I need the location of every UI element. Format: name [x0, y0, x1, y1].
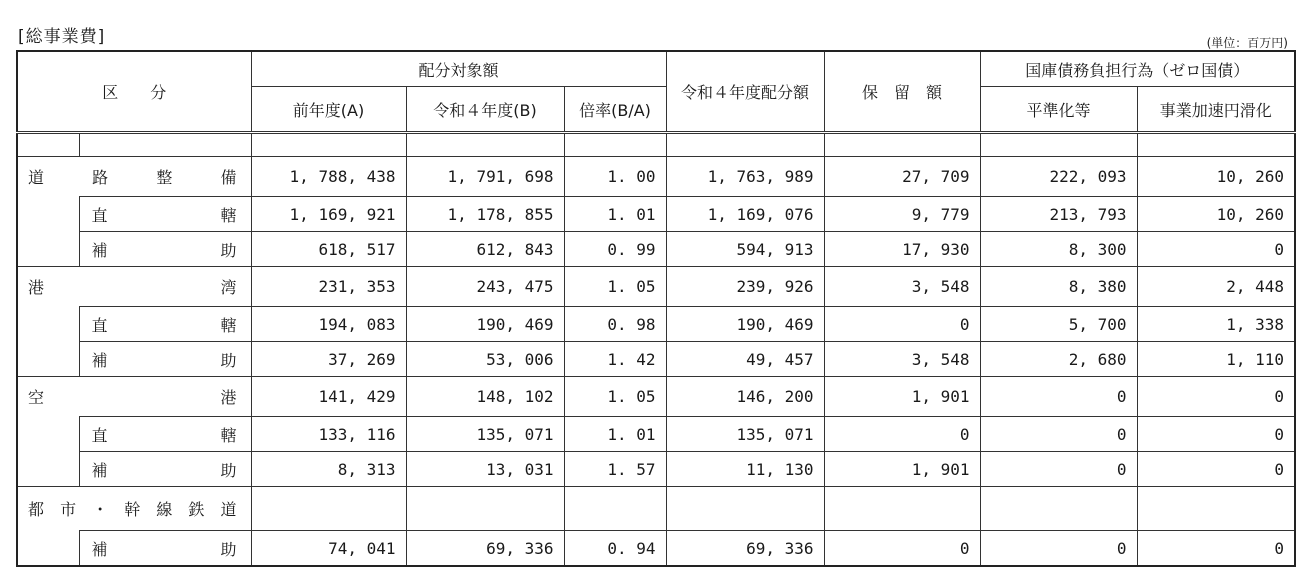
sub-row-label	[80, 348, 251, 371]
value-cell	[824, 487, 980, 531]
value-cell: 1, 169, 921	[251, 197, 406, 232]
value-cell: 612, 843	[406, 232, 564, 267]
row-label	[18, 165, 251, 188]
value-cell: 17, 930	[824, 232, 980, 267]
value-cell: 141, 429	[251, 377, 406, 417]
value-cell: 2, 680	[980, 342, 1137, 377]
value-cell: 1. 05	[564, 267, 666, 307]
budget-table	[16, 50, 1296, 567]
value-cell: 1. 00	[564, 157, 666, 197]
row-label	[18, 385, 251, 408]
value-cell: 49, 457	[666, 342, 824, 377]
value-cell: 0	[1137, 377, 1295, 417]
row-label-char: 備	[220, 168, 237, 187]
table-cut-row	[17, 133, 1295, 157]
row-label-char: 直	[91, 425, 108, 445]
indent-cell	[17, 452, 79, 487]
sub-row-label	[80, 458, 251, 481]
row-label-char: 助	[220, 539, 237, 559]
row-label-char: 轄	[220, 205, 237, 225]
row-label-char: 線	[156, 500, 173, 519]
row-label-char: 補	[91, 350, 108, 370]
value-cell: 53, 006	[406, 342, 564, 377]
value-cell: 2, 448	[1137, 267, 1295, 307]
row-label-char: ・	[92, 500, 109, 519]
value-cell: 1. 42	[564, 342, 666, 377]
table-row	[17, 452, 1295, 487]
value-cell: 0. 94	[564, 531, 666, 567]
value-cell: 5, 700	[980, 307, 1137, 342]
value-cell: 0	[980, 452, 1137, 487]
row-label-char: 補	[91, 240, 108, 260]
table-title: [総事業費]	[18, 27, 106, 47]
value-cell: 0	[1137, 417, 1295, 452]
row-label	[18, 497, 251, 520]
indent-cell	[17, 232, 79, 267]
value-cell: 148, 102	[406, 377, 564, 417]
value-cell: 74, 041	[251, 531, 406, 567]
table-row	[17, 487, 1295, 531]
row-label-char: 湾	[220, 278, 237, 297]
value-cell: 135, 071	[406, 417, 564, 452]
table-row	[17, 307, 1295, 342]
row-label-char: 轄	[220, 315, 237, 335]
value-cell: 27, 709	[824, 157, 980, 197]
row-label-char: 市	[60, 500, 77, 519]
value-cell: 0. 99	[564, 232, 666, 267]
value-cell	[564, 487, 666, 531]
row-label-char: 補	[91, 460, 108, 480]
row-label-char: 道	[220, 500, 237, 519]
row-label-char: 都	[28, 500, 45, 519]
value-cell: 135, 071	[666, 417, 824, 452]
table-row	[17, 417, 1295, 452]
value-cell: 1, 788, 438	[251, 157, 406, 197]
value-cell: 1, 178, 855	[406, 197, 564, 232]
value-cell: 133, 116	[251, 417, 406, 452]
table-row	[17, 232, 1295, 267]
header-heijunka: 平準化等	[980, 87, 1137, 133]
row-label-char: 助	[220, 240, 237, 260]
value-cell: 239, 926	[666, 267, 824, 307]
header-kubun: 区 分	[17, 51, 251, 133]
table-row	[17, 377, 1295, 417]
sub-row-label	[80, 203, 251, 226]
value-cell	[251, 487, 406, 531]
indent-cell	[17, 342, 79, 377]
table-row	[17, 267, 1295, 307]
unit-label: (単位：百万円)	[1206, 36, 1288, 50]
value-cell: 0	[1137, 232, 1295, 267]
value-cell: 8, 300	[980, 232, 1137, 267]
row-label-char: 港	[220, 388, 237, 407]
table-row	[17, 342, 1295, 377]
value-cell: 3, 548	[824, 267, 980, 307]
value-cell: 0	[1137, 452, 1295, 487]
value-cell: 1, 110	[1137, 342, 1295, 377]
header-r4: 令和４年度(B)	[406, 87, 564, 133]
value-cell: 243, 475	[406, 267, 564, 307]
value-cell: 0	[980, 531, 1137, 567]
value-cell: 594, 913	[666, 232, 824, 267]
indent-cell	[17, 531, 79, 567]
value-cell: 0	[824, 307, 980, 342]
value-cell	[1137, 487, 1295, 531]
row-label-char: 直	[91, 315, 108, 335]
row-label-char: 整	[156, 168, 173, 187]
value-cell: 0	[824, 531, 980, 567]
row-label-char: 路	[92, 168, 109, 187]
value-cell: 3, 548	[824, 342, 980, 377]
header-kasoku: 事業加速円滑化	[1137, 87, 1295, 133]
row-label-char: 港	[28, 278, 45, 297]
value-cell: 194, 083	[251, 307, 406, 342]
value-cell: 231, 353	[251, 267, 406, 307]
value-cell: 618, 517	[251, 232, 406, 267]
sub-row-label	[80, 238, 251, 261]
row-label-char: 道	[28, 168, 45, 187]
indent-cell	[17, 197, 79, 232]
value-cell: 8, 380	[980, 267, 1137, 307]
indent-cell	[17, 417, 79, 452]
header-horyu: 保 留 額	[824, 51, 980, 133]
value-cell: 146, 200	[666, 377, 824, 417]
value-cell: 0	[980, 417, 1137, 452]
table-row	[17, 531, 1295, 567]
sub-row-label	[80, 423, 251, 446]
value-cell: 69, 336	[666, 531, 824, 567]
value-cell: 1. 57	[564, 452, 666, 487]
value-cell: 1, 338	[1137, 307, 1295, 342]
header-haibun-taisho: 配分対象額	[251, 51, 666, 87]
value-cell: 1. 01	[564, 197, 666, 232]
row-label-char: 鉄	[188, 500, 205, 519]
value-cell: 69, 336	[406, 531, 564, 567]
table-body	[17, 133, 1295, 567]
value-cell: 1. 05	[564, 377, 666, 417]
value-cell: 0. 98	[564, 307, 666, 342]
table-row	[17, 157, 1295, 197]
header-prev-year: 前年度(A)	[251, 87, 406, 133]
value-cell	[666, 487, 824, 531]
row-label-char: 補	[91, 539, 108, 559]
value-cell: 1. 01	[564, 417, 666, 452]
value-cell: 11, 130	[666, 452, 824, 487]
value-cell: 13, 031	[406, 452, 564, 487]
value-cell: 1, 763, 989	[666, 157, 824, 197]
row-label-char: 助	[220, 350, 237, 370]
value-cell: 1, 169, 076	[666, 197, 824, 232]
value-cell: 9, 779	[824, 197, 980, 232]
value-cell: 0	[980, 377, 1137, 417]
table-row	[17, 197, 1295, 232]
value-cell	[406, 487, 564, 531]
value-cell: 190, 469	[666, 307, 824, 342]
value-cell: 37, 269	[251, 342, 406, 377]
value-cell	[980, 487, 1137, 531]
row-label-char: 助	[220, 460, 237, 480]
header-r4-haibun: 令和４年度配分額	[666, 51, 824, 133]
row-label-char: 直	[91, 205, 108, 225]
value-cell: 10, 260	[1137, 157, 1295, 197]
sub-row-label	[80, 537, 251, 560]
indent-cell	[17, 307, 79, 342]
value-cell: 10, 260	[1137, 197, 1295, 232]
value-cell: 222, 093	[980, 157, 1137, 197]
value-cell: 8, 313	[251, 452, 406, 487]
value-cell: 1, 791, 698	[406, 157, 564, 197]
row-label	[18, 275, 251, 298]
sub-row-label	[80, 313, 251, 336]
row-label-char: 轄	[220, 425, 237, 445]
value-cell: 190, 469	[406, 307, 564, 342]
value-cell: 1, 901	[824, 452, 980, 487]
value-cell: 0	[1137, 531, 1295, 567]
row-label-char: 幹	[124, 500, 141, 519]
row-label-char: 空	[28, 388, 45, 407]
header-kokko: 国庫債務負担行為（ゼロ国債）	[980, 51, 1295, 87]
value-cell: 1, 901	[824, 377, 980, 417]
value-cell: 0	[824, 417, 980, 452]
header-ratio: 倍率(B/A)	[564, 87, 666, 133]
value-cell: 213, 793	[980, 197, 1137, 232]
